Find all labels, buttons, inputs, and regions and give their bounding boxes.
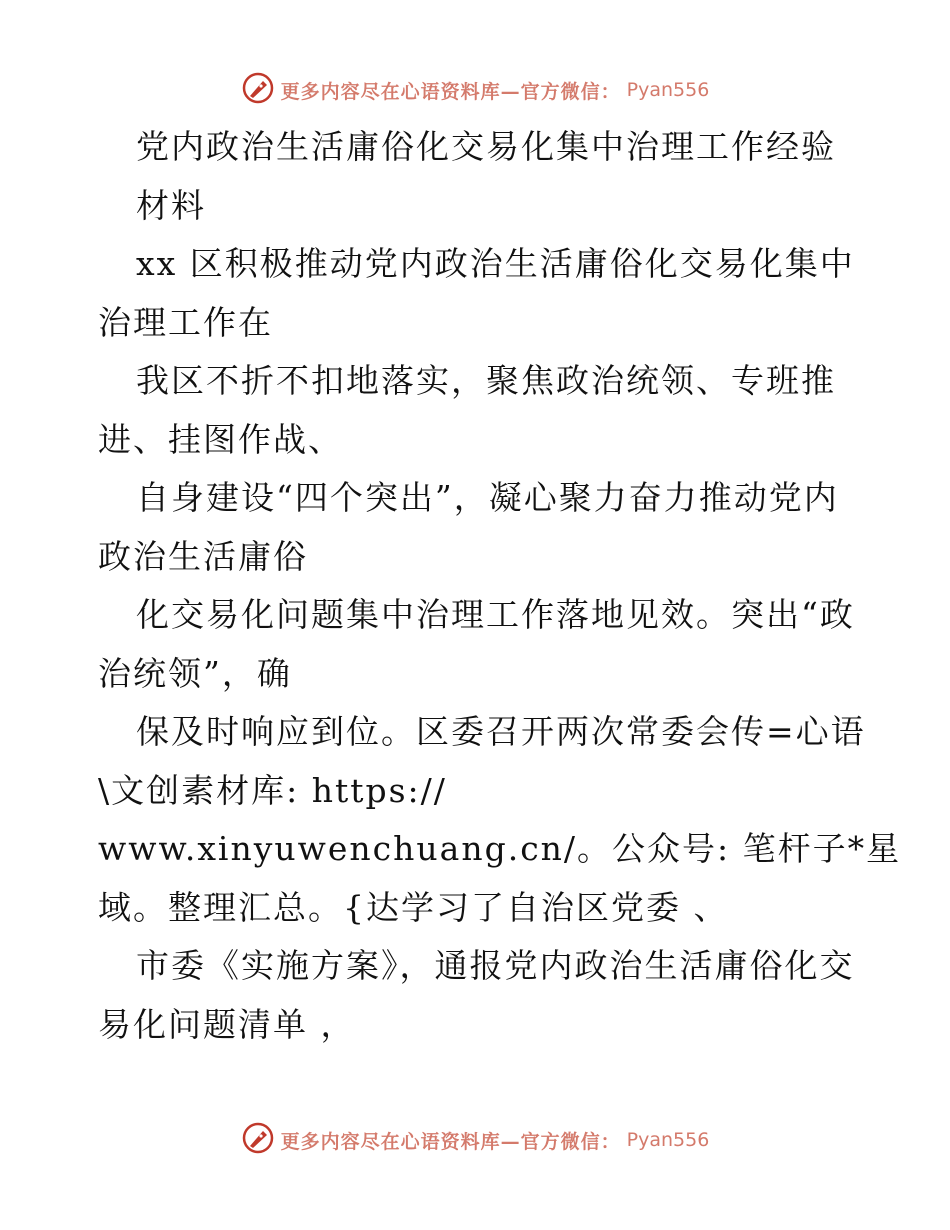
text-line: 易化问题清单 ， <box>98 1004 356 1044</box>
text-line: www.xinyuwenchuang.cn/。公众号: 笔杆子*星 <box>98 829 902 868</box>
text-line: xx 区积极推动党内政治生活庸俗化交易化集中 <box>136 244 855 283</box>
text-line: 材料 <box>136 185 206 225</box>
banner-handle: Pyan556 <box>626 79 710 101</box>
banner-text: 更多内容尽在心语资料库—官方微信： <box>280 1130 621 1153</box>
banner-handle: Pyan556 <box>626 1129 710 1151</box>
document-body <box>98 118 902 1054</box>
text-line: 化交易化问题集中治理工作落地见效。突出“政 <box>136 595 855 634</box>
text-line: 我区不折不扣地落实，聚焦政治统领、专班推 <box>136 361 836 400</box>
header-watermark-banner <box>0 70 950 110</box>
text-line: 保及时响应到位。区委召开两次常委会传=心语 <box>136 712 866 751</box>
text-line: 党内政治生活庸俗化交易化集中治理工作经验 <box>136 127 836 166</box>
text-line: 治理工作在 <box>98 302 273 342</box>
text-line: 自身建设“四个突出”，凝心聚力奋力推动党内 <box>136 478 839 517</box>
text-line: 治统领”，确 <box>98 653 292 693</box>
pen-nib-logo-icon <box>241 71 275 109</box>
banner-text: 更多内容尽在心语资料库—官方微信： <box>280 80 621 103</box>
text-line: 政治生活庸俗 <box>98 536 308 576</box>
pen-nib-logo-icon <box>241 1121 275 1159</box>
text-line: \文创素材库: https:// <box>98 770 447 810</box>
text-line: 市委《实施方案》，通报党内政治生活庸俗化交 <box>136 946 855 985</box>
text-line: 域。整理汇总。{达学习了自治区党委 、 <box>98 887 729 927</box>
footer-watermark-banner <box>0 1120 950 1160</box>
text-line: 进、挂图作战、 <box>98 419 343 459</box>
